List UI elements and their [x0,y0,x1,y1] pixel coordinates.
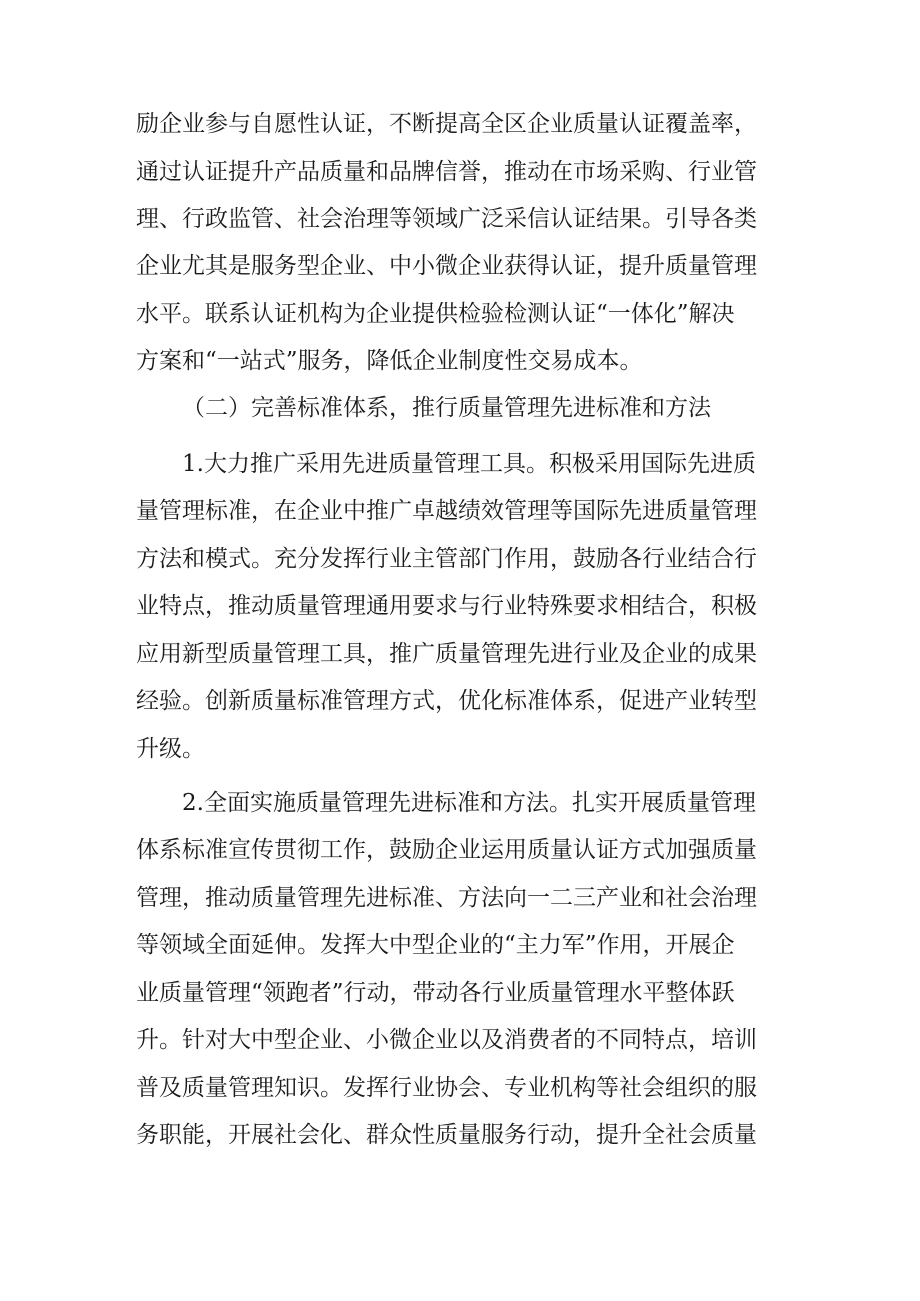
paragraph-line: 方法和模式。充分发挥行业主管部门作用，鼓励各行业结合行 [136,546,757,572]
paragraph-line: 理、行政监管、社会治理等领域广泛采信认证结果。引导各类 [136,206,757,232]
paragraph-line: 升级。 [136,736,205,762]
section-heading: （二）完善标准体系，推行质量管理先进标准和方法 [182,395,711,421]
paragraph-line: 务职能，开展社会化、群众性质量服务行动，提升全社会质量 [136,1122,757,1148]
paragraph-line: 普及质量管理知识。发挥行业协会、专业机构等社会组织的服 [136,1075,757,1101]
paragraph-line: 业质量管理“领跑者”行动，带动各行业质量管理水平整体跃 [136,980,735,1006]
paragraph-line: 企业尤其是服务型企业、中小微企业获得认证，提升质量管理 [136,253,757,279]
paragraph-line: 体系标准宣传贯彻工作，鼓励企业运用质量认证方式加强质量 [136,837,757,863]
paragraph-line: 1.大力推广采用先进质量管理工具。积极采用国际先进质 [182,451,756,477]
paragraph-line: 经验。创新质量标准管理方式，优化标准体系，促进产业转型 [136,688,757,714]
paragraph-line: 2.全面实施质量管理先进标准和方法。扎实开展质量管理 [182,790,756,816]
paragraph-line: 方案和“一站式”服务，降低企业制度性交易成本。 [136,348,643,374]
paragraph-line: 升。针对大中型企业、小微企业以及消费者的不同特点，培训 [136,1027,757,1053]
paragraph-line: 通过认证提升产品质量和品牌信誉，推动在市场采购、行业管 [136,159,757,185]
paragraph-line: 水平。联系认证机构为企业提供检验检测认证“一体化”解决 [136,301,735,327]
paragraph-line: 等领域全面延伸。发挥大中型企业的“主力军”作用，开展企 [136,932,735,958]
paragraph-line: 量管理标准，在企业中推广卓越绩效管理等国际先进质量管理 [136,498,757,524]
paragraph-line: 业特点，推动质量管理通用要求与行业特殊要求相结合，积极 [136,593,757,619]
paragraph-line: 励企业参与自愿性认证，不断提高全区企业质量认证覆盖率， [136,111,757,137]
paragraph-line: 应用新型质量管理工具，推广质量管理先进行业及企业的成果 [136,641,757,667]
paragraph-line: 管理，推动质量管理先进标准、方法向一二三产业和社会治理 [136,885,757,911]
